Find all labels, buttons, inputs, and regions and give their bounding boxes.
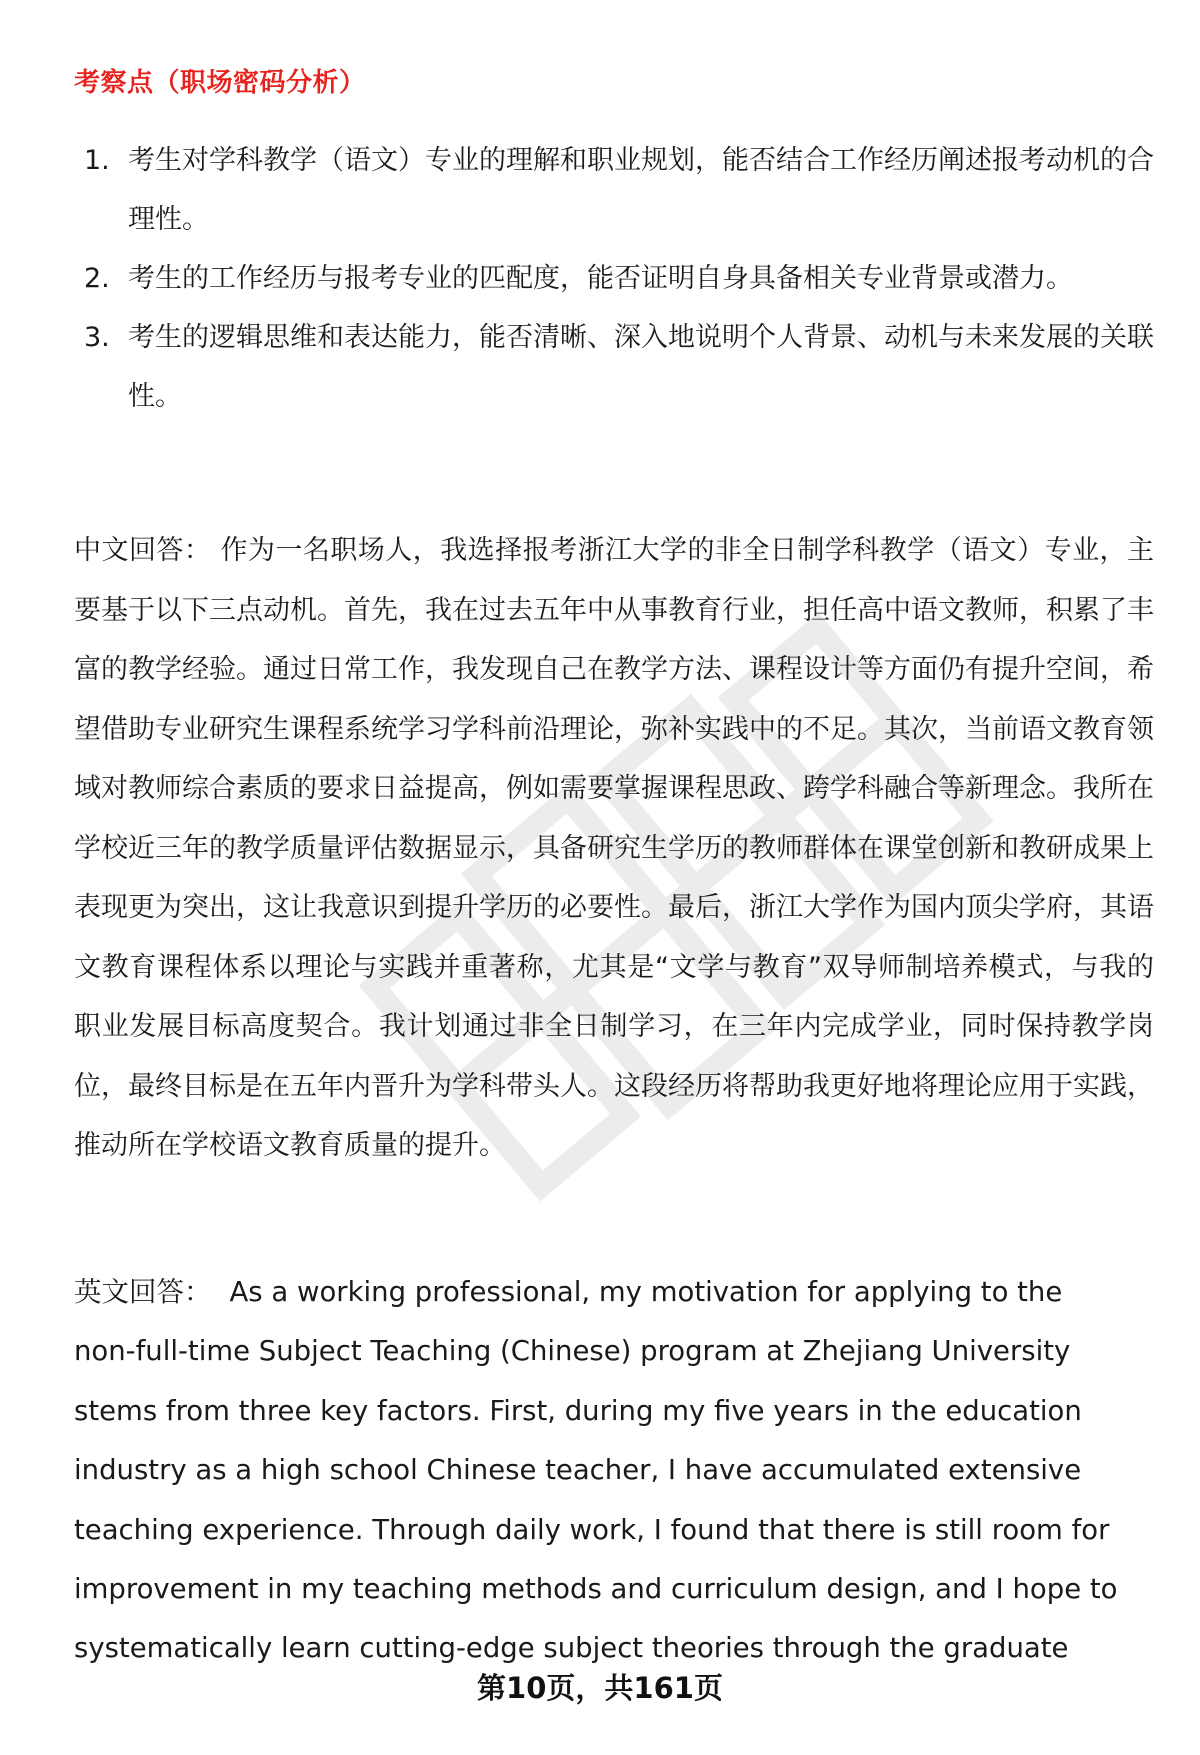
list-item bbox=[74, 249, 1154, 308]
list-item-text: 考生的逻辑思维和表达能力，能否清晰、深入地说明个人背景、动机与未来发展的关联性。 bbox=[128, 322, 1154, 412]
list-item-text: 考生的工作经历与报考专业的匹配度，能否证明自身具备相关专业背景或潜力。 bbox=[128, 263, 1073, 294]
list-item bbox=[74, 131, 1154, 249]
list-item-text: 考生对学科教学（语文）专业的理解和职业规划，能否结合工作经历阐述报考动机的合理性。 bbox=[128, 145, 1154, 235]
page-number-footer: 第10页，共161页 bbox=[477, 1671, 723, 1705]
list-item bbox=[74, 308, 1154, 426]
chinese-answer-label: 中文回答： bbox=[74, 535, 212, 566]
english-answer-line: As a working professional, my motivation for applying to the bbox=[229, 1276, 1063, 1308]
english-answer-line: non-full-time Subject Teaching (Chinese) program at Zhejiang University bbox=[74, 1335, 1071, 1368]
chinese-answer-text: 作为一名职场人，我选择报考浙江大学的非全日制学科教学（语文）专业，主要基于以下三点动机。首先，我在过去五年中从事教育行业，担任高中语文教师，积累了丰富的教学经验。通过日常工作，我发现自己在教学方法、课程设计等方面仍有提升空间，希望借助专业研究生课程系统学习学科前沿理论，弥补实践中的不足。其次，当前语文教育领域对教师综合素质的要求日益提高，例如需要掌握课程思政、跨学科融合等新理念。我所在学校近三年的教学质量评估数据显示，具备研究生学历的教师群体在课堂创新和教研成果上表现更为突出，这让我意识到提升学历的必要性。最后，浙江大学作为国内顶尖学府，其语文教育课程体系以理论与实践并重著称，尤其是“文学与教育”双导师制培养模式，与我的职业发展目标高度契合。我计划通过非全日制学习，在三年内完成学业，同时保持教学岗位，最终目标是在五年内晋升为学科带头人。这段经历将帮助我更好地将理论应用于实践，推动所在学校语文教育质量的提升。 bbox=[74, 535, 1155, 1161]
list-item-number: 2. bbox=[84, 263, 110, 294]
english-answer-line: teaching experience. Through daily work, I found that there is still room for bbox=[74, 1513, 1110, 1546]
english-answer-label: 英文回答： bbox=[74, 1276, 212, 1308]
section-heading: 考察点（职场密码分析） bbox=[74, 68, 366, 98]
english-answer-paragraph bbox=[74, 1263, 1154, 1679]
english-answer-line: industry as a high school Chinese teacher, I have accumulated extensive bbox=[74, 1454, 1082, 1487]
list-item-number: 1. bbox=[84, 145, 110, 176]
assessment-points-list bbox=[74, 131, 1154, 426]
english-answer-line: stems from three key factors. First, during my five years in the education bbox=[74, 1394, 1082, 1427]
list-item-number: 3. bbox=[84, 322, 110, 353]
chinese-answer-paragraph bbox=[74, 521, 1154, 1176]
english-answer-line: systematically learn cutting-edge subject theories through the graduate bbox=[74, 1632, 1069, 1665]
english-answer-line: improvement in my teaching methods and curriculum design, and I hope to bbox=[74, 1573, 1118, 1606]
